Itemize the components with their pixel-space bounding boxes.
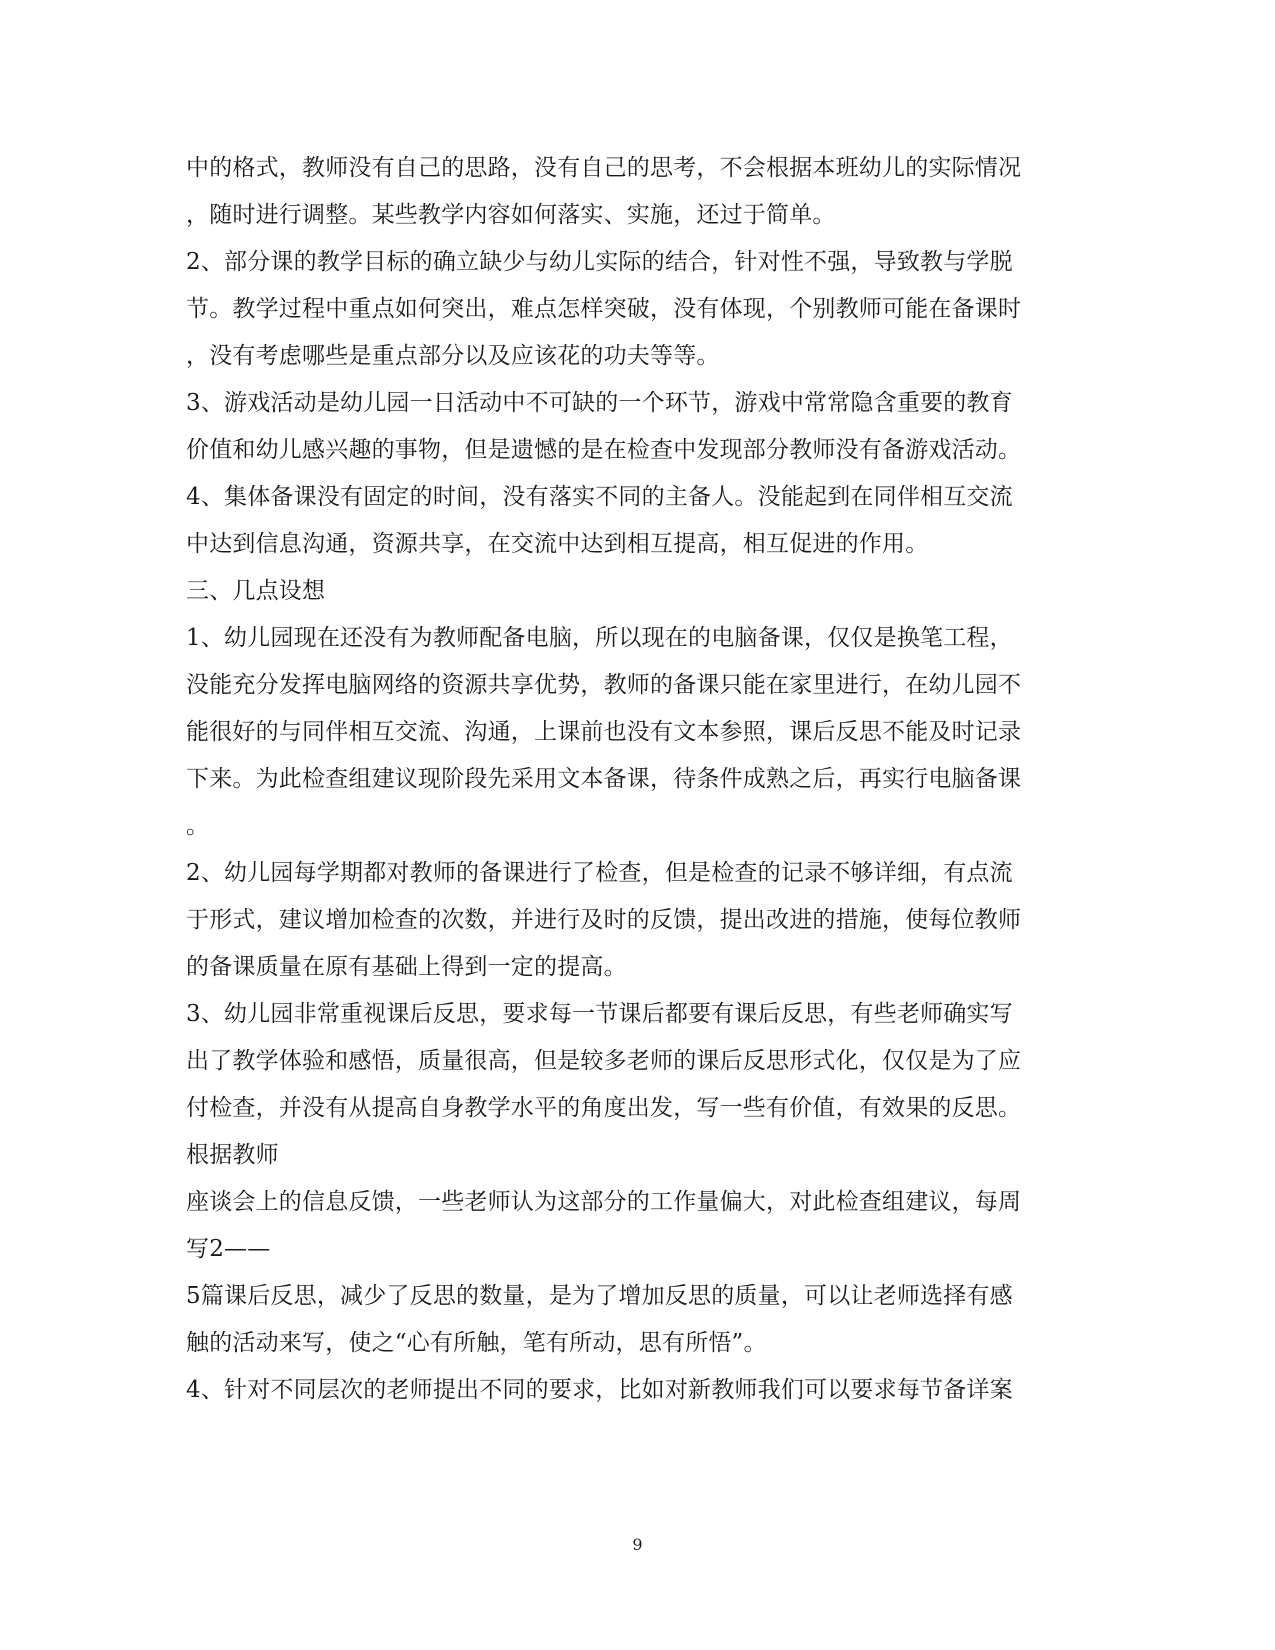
text-line: 3、游戏活动是幼儿园一日活动中不可缺的一个环节，游戏中常常隐含重要的教育 xyxy=(186,390,1013,416)
text-line: 触的活动来写，使之“心有所触，笔有所动，思有所悟”。 xyxy=(186,1330,767,1356)
text-line: 出了教学体验和感悟，质量很高，但是较多老师的课后反思形式化，仅仅是为了应 xyxy=(186,1048,1022,1074)
text-line: 下来。为此检查组建议现阶段先采用文本备课，待条件成熟之后，再实行电脑备课 xyxy=(186,766,1022,792)
text-line: 。 xyxy=(186,813,210,839)
text-line: 中达到信息沟通，资源共享，在交流中达到相互提高，相互促进的作用。 xyxy=(186,531,929,557)
text-line: 根据教师 xyxy=(186,1142,279,1168)
text-line: 的备课质量在原有基础上得到一定的提高。 xyxy=(186,954,627,980)
text-line: 没能充分发挥电脑网络的资源共享优势，教师的备课只能在家里进行，在幼儿园不 xyxy=(186,672,1022,698)
text-line: ，没有考虑哪些是重点部分以及应该花的功夫等等。 xyxy=(186,343,720,369)
text-line: 4、集体备课没有固定的时间，没有落实不同的主备人。没能起到在同伴相互交流 xyxy=(186,484,1013,510)
text-line: 写2—— xyxy=(186,1236,271,1262)
text-line: 付检查，并没有从提高自身教学水平的角度出发，写一些有价值，有效果的反思。 xyxy=(186,1095,1022,1121)
text-line: 2、部分课的教学目标的确立缺少与幼儿实际的结合，针对性不强，导致教与学脱 xyxy=(186,249,1013,275)
text-line: 中的格式，教师没有自己的思路，没有自己的思考，不会根据本班幼儿的实际情况 xyxy=(186,155,1022,181)
page-number: 9 xyxy=(632,1535,643,1554)
text-line: 座谈会上的信息反馈，一些老师认为这部分的工作量偏大，对此检查组建议，每周 xyxy=(186,1189,1022,1215)
text-line: 5篇课后反思，减少了反思的数量，是为了增加反思的质量，可以让老师选择有感 xyxy=(186,1283,1013,1309)
section-heading: 三、几点设想 xyxy=(186,578,326,604)
text-line: 能很好的与同伴相互交流、沟通，上课前也没有文本参照，课后反思不能及时记录 xyxy=(186,719,1022,745)
text-line: 价值和幼儿感兴趣的事物，但是遗憾的是在检查中发现部分教师没有备游戏活动。 xyxy=(186,437,1022,463)
text-line: 于形式，建议增加检查的次数，并进行及时的反馈，提出改进的措施，使每位教师 xyxy=(186,907,1022,933)
text-line: 3、幼儿园非常重视课后反思，要求每一节课后都要有课后反思，有些老师确实写 xyxy=(186,1001,1013,1027)
text-line: 节。教学过程中重点如何突出，难点怎样突破，没有体现，个别教师可能在备课时 xyxy=(186,296,1022,322)
text-line: ，随时进行调整。某些教学内容如何落实、实施，还过于简单。 xyxy=(186,202,836,228)
text-line: 2、幼儿园每学期都对教师的备课进行了检查，但是检查的记录不够详细，有点流 xyxy=(186,860,1013,886)
text-line: 1、幼儿园现在还没有为教师配备电脑，所以现在的电脑备课，仅仅是换笔工程， xyxy=(186,625,1013,651)
text-line: 4、针对不同层次的老师提出不同的要求，比如对新教师我们可以要求每节备详案 xyxy=(186,1377,1013,1403)
